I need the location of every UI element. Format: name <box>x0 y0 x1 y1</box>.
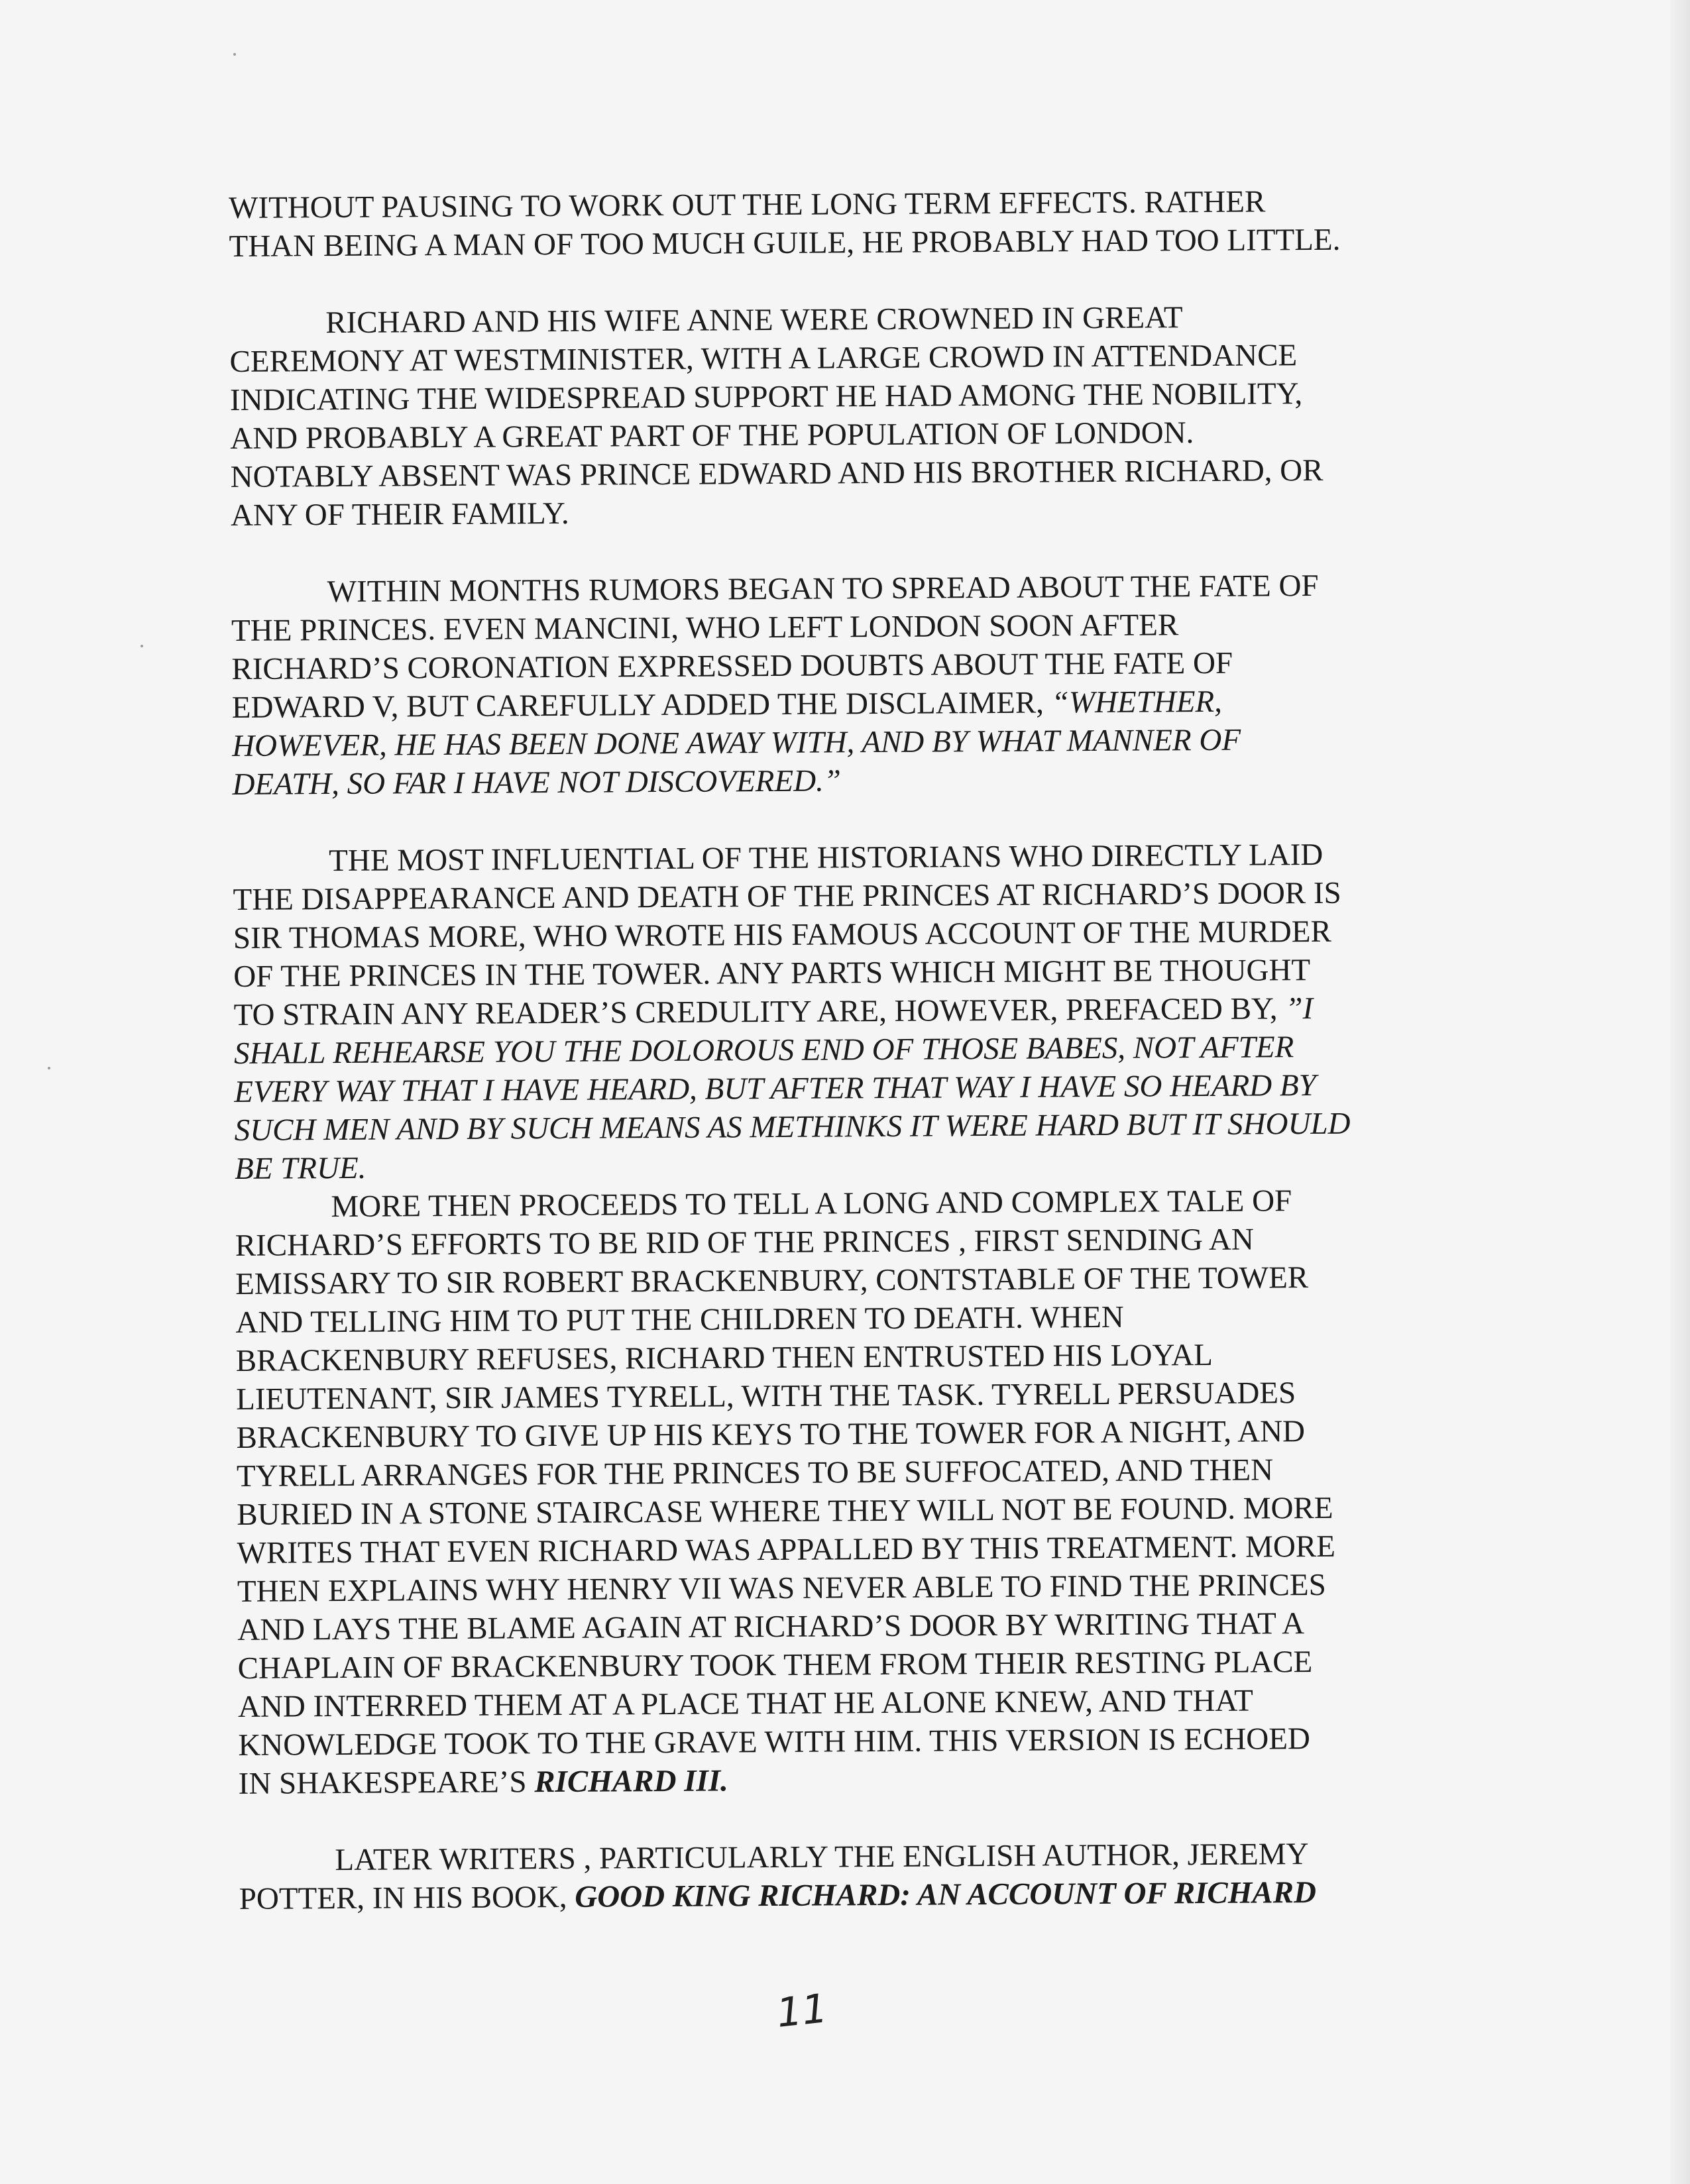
scan-speck <box>48 1067 50 1069</box>
text-line: KNOWLEDGE TOOK TO THE GRAVE WITH HIM. THIS VERSION IS ECHOED <box>238 1721 1311 1763</box>
text-line: THE MOST INFLUENTIAL OF THE HISTORIANS WHO DIRECTLY LAID <box>329 837 1324 879</box>
text-line: OF THE PRINCES IN THE TOWER. ANY PARTS WHICH MIGHT BE THOUGHT <box>233 953 1311 994</box>
text-line: AND PROBABLY A GREAT PART OF THE POPULATION OF LONDON. <box>230 415 1194 456</box>
text-line <box>239 1757 1438 1803</box>
book-title: GOOD KING RICHARD: AN ACCOUNT OF RICHARD <box>575 1875 1317 1914</box>
quote-line: SUCH MEN AND BY SUCH MEANS AS METHINKS IT WERE HARD BUT IT SHOULD <box>234 1106 1351 1148</box>
text-line: THEN EXPLAINS WHY HENRY VII WAS NEVER ABLE TO FIND THE PRINCES <box>237 1567 1326 1609</box>
text-line: AND INTERRED THEM AT A PLACE THAT HE ALONE KNEW, AND THAT <box>237 1683 1254 1724</box>
page-number: 11 <box>774 1985 830 2037</box>
work-title: RICHARD III. <box>534 1763 728 1800</box>
text-line: LATER WRITERS , PARTICULARLY THE ENGLISH AUTHOR, JEREMY <box>335 1837 1309 1878</box>
quote-line: SHALL REHEARSE YOU THE DOLOROUS END OF THOSE BABES, NOT AFTER <box>233 1030 1294 1071</box>
quote-text: “WHETHER, <box>1051 684 1223 720</box>
text-line: TYRELL ARRANGES FOR THE PRINCES TO BE SUFFOCATED, AND THEN <box>236 1452 1274 1494</box>
text-line: CHAPLAIN OF BRACKENBURY TOOK THEM FROM THEIR RESTING PLACE <box>237 1645 1313 1686</box>
text-segment: EDWARD V, BUT CAREFULLY ADDED THE DISCLAIMER, <box>231 685 1052 725</box>
text-line: LIEUTENANT, SIR JAMES TYRELL, WITH THE TASK. TYRELL PERSUADES <box>236 1376 1296 1417</box>
text-line: THE DISAPPEARANCE AND DEATH OF THE PRINCES AT RICHARD’S DOOR IS <box>233 875 1341 917</box>
quote-line: EVERY WAY THAT I HAVE HEARD, BUT AFTER THAT WAY I HAVE SO HEARD BY <box>234 1068 1316 1109</box>
text-line: BURIED IN A STONE STAIRCASE WHERE THEY WILL NOT BE FOUND. MORE <box>237 1490 1333 1532</box>
paragraph-5 <box>235 1181 1438 1803</box>
text-line: WITHIN MONTHS RUMORS BEGAN TO SPREAD ABOUT THE FATE OF <box>327 568 1319 610</box>
text-line: WRITES THAT EVEN RICHARD WAS APPALLED BY THIS TREATMENT. MORE <box>237 1529 1336 1570</box>
paragraph-6 <box>239 1834 1439 1918</box>
text-line: NOTABLY ABSENT WAS PRINCE EDWARD AND HIS BROTHER RICHARD, OR <box>230 453 1324 494</box>
scan-speck <box>141 645 143 647</box>
text-line: RICHARD’S CORONATION EXPRESSED DOUBTS ABOUT THE FATE OF <box>231 645 1233 686</box>
paragraph-3 <box>231 566 1432 804</box>
text-line: AND TELLING HIM TO PUT THE CHILDREN TO DEATH. WHEN <box>235 1299 1124 1340</box>
text-line: CEREMONY AT WESTMINISTER, WITH A LARGE CROWD IN ATTENDANCE <box>229 338 1298 379</box>
text-line: THAN BEING A MAN OF TOO MUCH GUILE, HE PROBABLY HAD TOO LITTLE. <box>229 222 1341 264</box>
text-line: RICHARD AND HIS WIFE ANNE WERE CROWNED IN GREAT <box>325 300 1183 341</box>
paragraph-1 <box>229 182 1429 266</box>
page-edge-shadow <box>1670 0 1690 2184</box>
text-segment: TO STRAIN ANY READER’S CREDULITY ARE, HOWEVER, PREFACED BY, <box>233 991 1286 1032</box>
text-line: WITHOUT PAUSING TO WORK OUT THE LONG TERM EFFECTS. RATHER <box>229 184 1266 225</box>
text-line: MORE THEN PROCEEDS TO TELL A LONG AND COMPLEX TALE OF <box>331 1183 1292 1225</box>
text-line: ANY OF THEIR FAMILY. <box>230 496 569 533</box>
text-line: EMISSARY TO SIR ROBERT BRACKENBURY, CONTSTABLE OF THE TOWER <box>235 1260 1309 1301</box>
paragraph-2 <box>229 297 1430 535</box>
quote-text: ”I <box>1285 991 1314 1026</box>
paragraph-4 <box>233 835 1434 1188</box>
text-segment: POTTER, IN HIS BOOK, <box>239 1879 575 1916</box>
quote-line: HOWEVER, HE HAS BEEN DONE AWAY WITH, AND BY WHAT MANNER OF <box>231 722 1241 763</box>
text-segment: IN SHAKESPEARE’S <box>238 1765 535 1801</box>
text-line: BRACKENBURY REFUSES, RICHARD THEN ENTRUSTED HIS LOYAL <box>235 1337 1213 1378</box>
scan-speck <box>233 53 236 56</box>
text-line: AND LAYS THE BLAME AGAIN AT RICHARD’S DOOR BY WRITING THAT A <box>237 1606 1305 1647</box>
text-line: SIR THOMAS MORE, WHO WROTE HIS FAMOUS ACCOUNT OF THE MURDER <box>233 914 1332 956</box>
text-line: BRACKENBURY TO GIVE UP HIS KEYS TO THE TOWER FOR A NIGHT, AND <box>236 1414 1306 1455</box>
text-line <box>239 1873 1439 1918</box>
body-text <box>229 182 1439 1918</box>
quote-line: DEATH, SO FAR I HAVE NOT DISCOVERED.” <box>232 763 842 802</box>
quote-line: BE TRUE. <box>234 1150 366 1186</box>
text-line: INDICATING THE WIDESPREAD SUPPORT HE HAD AMONG THE NOBILITY, <box>229 376 1303 417</box>
text-line: RICHARD’S EFFORTS TO BE RID OF THE PRINCES , FIRST SENDING AN <box>235 1222 1255 1263</box>
text-line: THE PRINCES. EVEN MANCINI, WHO LEFT LONDON SOON AFTER <box>231 608 1179 648</box>
